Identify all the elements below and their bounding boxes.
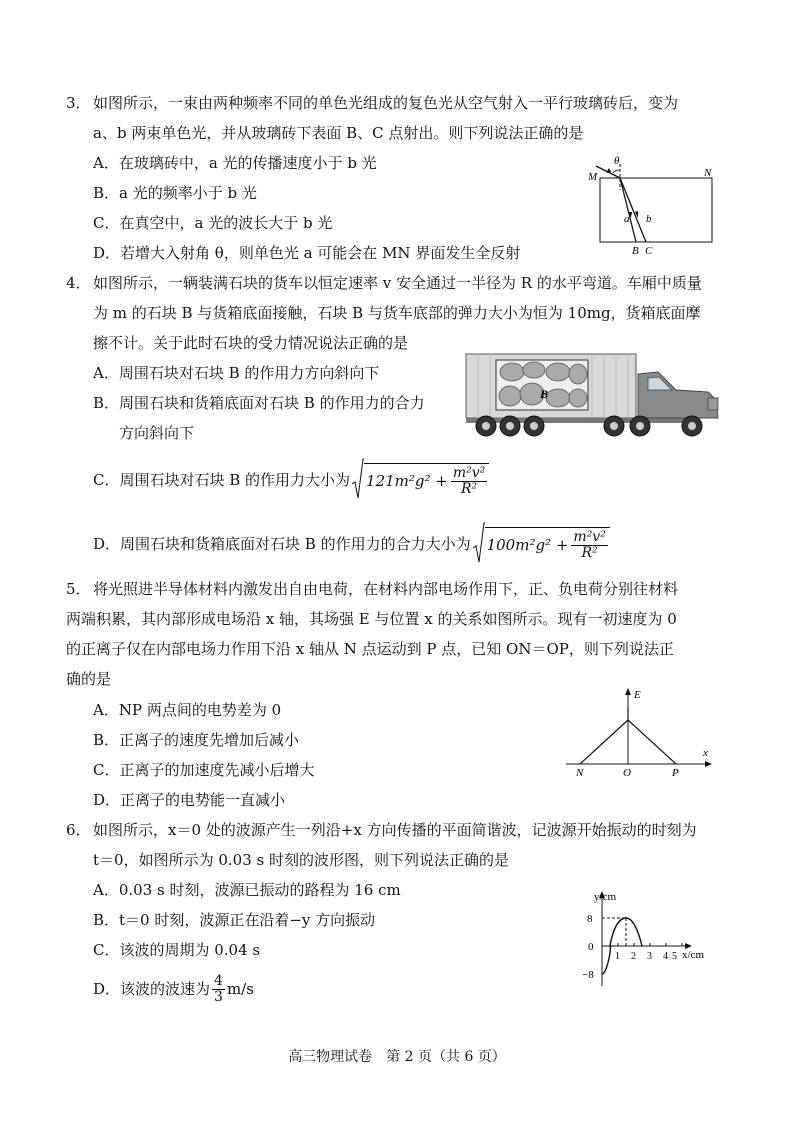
truck-figure xyxy=(462,352,732,440)
q4-option-d-text: D．周围石块和货箱底面对石块 B 的作用力的合力大小为 xyxy=(93,534,471,553)
q4-option-c-text: C．周围石块对石块 B 的作用力大小为 xyxy=(93,470,351,489)
x-tick-3: 3 xyxy=(647,951,652,962)
q4-option-c-fraction xyxy=(451,466,487,496)
fraction-denominator: R² xyxy=(461,481,478,497)
q4-stem-line1: 如图所示，一辆装满石块的货车以恒定速率 v 安全通过一半径为 R 的水平弯道。车厢中质量 xyxy=(93,274,702,292)
q6-option-b: B．t＝0 时刻，波源正在沿着−y 方向振动 xyxy=(93,911,376,929)
glass-block xyxy=(600,178,712,242)
q6-wave-graph xyxy=(574,888,714,992)
q3-glass-figure xyxy=(580,152,725,262)
q6-option-c: C．该波的周期为 0.04 s xyxy=(93,941,261,959)
label-C: C xyxy=(645,245,653,257)
x-tick-1: 1 xyxy=(615,951,620,962)
label-M: M xyxy=(588,171,598,183)
theta-label: θ xyxy=(614,155,620,167)
x-tick-2: 2 xyxy=(631,951,636,962)
fraction-numerator: 4 xyxy=(214,973,223,989)
q6-option-d xyxy=(93,974,254,1004)
q3-stem-line1: 如图所示，一束由两种频率不同的单色光组成的复色光从空气射入一平行玻璃砖后，变为 xyxy=(93,94,679,112)
radical-sign-icon xyxy=(352,458,364,502)
q6-option-a: A．0.03 s 时刻，波源已振动的路程为 16 cm xyxy=(93,881,401,899)
y-tick-neg8: −8 xyxy=(582,969,594,981)
label-P: P xyxy=(672,767,679,778)
q4-option-c-sqrt xyxy=(352,458,489,502)
q4-option-d-sqrt xyxy=(473,522,610,566)
q5-stem-line1: 将光照进半导体材料内激发出自由电荷，在材料内部电场作用下，正、负电荷分别往材料 xyxy=(93,580,679,598)
fraction-denominator: R² xyxy=(581,545,598,561)
q4-option-d-fraction xyxy=(571,530,607,560)
q5-stem-line2: 两端积累，其内部形成电场沿 x 轴，其场强 E 与位置 x 的关系如图所示。现有一初速度为 0 xyxy=(66,610,677,628)
q5-option-c: C．正离子的加速度先减小后增大 xyxy=(93,761,315,779)
fraction-numerator: m²v² xyxy=(573,529,606,546)
q3-option-b: B．a 光的频率小于 b 光 xyxy=(93,184,257,202)
q5-option-a: A．NP 两点间的电势差为 0 xyxy=(93,701,282,719)
x-tick-4: 4 xyxy=(663,951,668,962)
q4-option-b-line1: B．周围石块和货箱底面对石块 B 的作用力的合力 xyxy=(93,394,425,412)
x-tick-5: 5 xyxy=(672,951,677,962)
q5-stem-line3: 的正离子仅在内部电场力作用下沿 x 轴从 N 点运动到 P 点，已知 ON＝OP，则下列说法正 xyxy=(66,640,674,658)
fraction-denominator: 3 xyxy=(214,988,223,1005)
theta-arc xyxy=(613,170,620,173)
q5-number: 5． xyxy=(66,580,91,598)
q4-option-c-radicand: 121m²g² + xyxy=(366,472,448,490)
label-N: N xyxy=(704,167,712,179)
q4-option-b-line2: 方向斜向下 xyxy=(119,424,195,442)
q4-option-d xyxy=(93,522,610,566)
rock-B-label: B xyxy=(540,387,549,401)
q5-option-b: B．正离子的速度先增加后减小 xyxy=(93,731,300,749)
q4-number: 4． xyxy=(66,274,91,292)
radical-sign-icon xyxy=(473,522,485,566)
label-x: x xyxy=(703,747,708,759)
label-N: N xyxy=(576,767,584,778)
q4-option-a: A．周围石块对石块 B 的作用力方向斜向下 xyxy=(93,364,380,382)
grille xyxy=(708,398,718,410)
q5-option-d: D．正离子的电势能一直减小 xyxy=(93,791,286,809)
q3-stem-line2: a、b 两束单色光，并从玻璃砖下表面 B、C 点射出。则下列说法正确的是 xyxy=(93,124,584,142)
q6-stem-line2: t＝0，如图所示为 0.03 s 时刻的波形图，则下列说法正确的是 xyxy=(93,851,509,869)
q4-stem-line3: 擦不计。关于此时石块的受力情况说法正确的是 xyxy=(93,334,409,352)
x-axis-arrow xyxy=(705,761,712,767)
q6-option-d-text: D．该波的波速为 xyxy=(93,979,211,998)
q4-option-c xyxy=(93,458,489,502)
q6-option-d-unit: m/s xyxy=(226,979,254,998)
fraction-numerator: m²v² xyxy=(452,465,486,482)
q3-option-a: A．在玻璃砖中，a 光的传播速度小于 b 光 xyxy=(93,154,377,172)
q3-number: 3． xyxy=(66,94,91,112)
q3-option-c: C．在真空中，a 光的波长大于 b 光 xyxy=(93,214,333,232)
q4-stem-line2: 为 m 的石块 B 与货箱底面接触，石块 B 与货车底部的弹力大小为恒为 10mg，货箱底面摩 xyxy=(93,304,701,322)
label-O: O xyxy=(623,767,631,778)
incident-arrow xyxy=(606,168,611,173)
q4-option-d-radicand: 100m²g² + xyxy=(486,536,569,554)
page-footer: 高三物理试卷 第 2 页（共 6 页） xyxy=(288,1049,506,1065)
q6-option-d-fraction xyxy=(212,974,225,1004)
label-a: a xyxy=(624,213,630,225)
q6-number: 6． xyxy=(66,821,91,839)
x-axis-label: x/cm xyxy=(682,949,704,961)
label-b: b xyxy=(646,213,652,225)
q3-option-d: D．若增大入射角 θ，则单色光 a 可能会在 MN 界面发生全反射 xyxy=(93,244,521,262)
q5-field-graph xyxy=(560,686,720,778)
y-axis-label: y/cm xyxy=(594,891,616,903)
y-tick-0: 0 xyxy=(588,941,594,953)
q5-stem-line4: 确的是 xyxy=(66,670,112,688)
q6-stem-line1: 如图所示，x＝0 处的波源产生一列沿+x 方向传播的平面简谐波，记波源开始振动的时刻为 xyxy=(93,821,697,839)
label-E: E xyxy=(634,689,641,701)
E-axis-arrow xyxy=(625,688,631,695)
y-tick-8: 8 xyxy=(587,913,593,925)
label-B: B xyxy=(632,245,639,257)
